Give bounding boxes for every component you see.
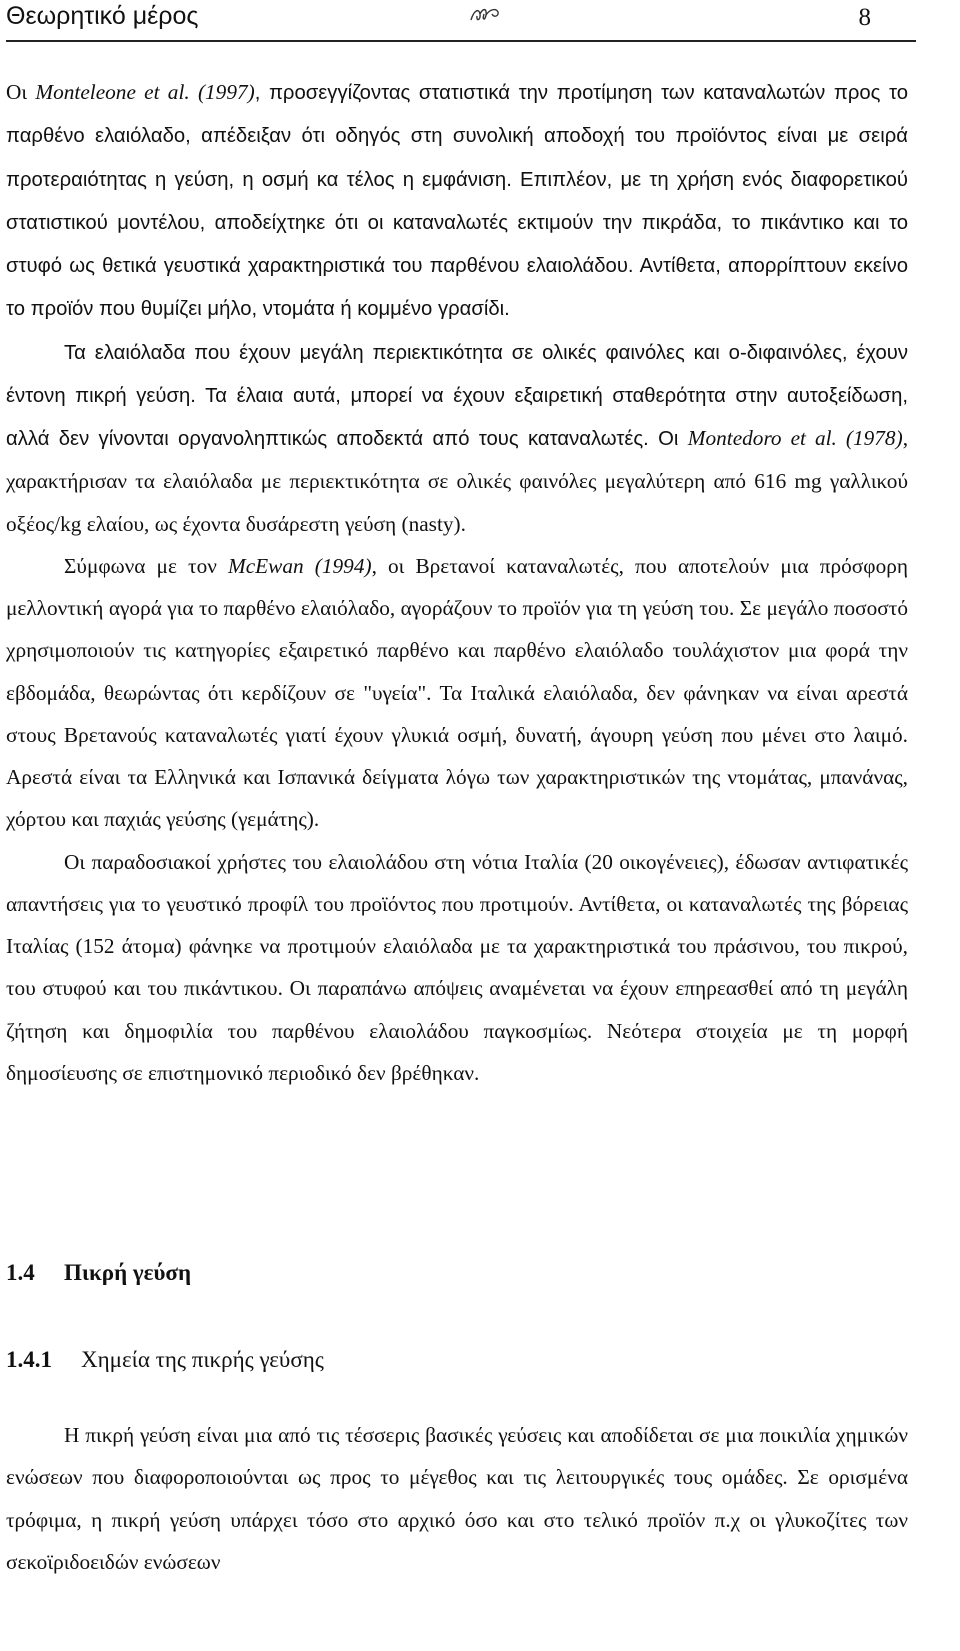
citation: Monteleone et al. (1997) [35,80,255,104]
paragraph: Η πικρή γεύση είναι μια από τις τέσσερις βασικές γεύσεις και αποδίδεται σε μια ποικιλία χημικών ενώσεων που διαφοροποιούνται ως προς το μέγεθος και τις λειτουργικές τους ομάδες. Σε ορισμένα τρόφιμα, η πικρή γεύση υπάρχει τόσο στο αρχικό όσο και στο τελικό προϊόν π.χ οι γλυκοζίτες των σεκοϊριδοειδών ενώσεων [6,1423,908,1574]
citation: Montedoro et al. (1978) [687,426,903,450]
section-title: Πικρή γεύση [64,1260,192,1285]
text-run: , προσεγγίζοντας στατιστικά την προτίμηση των καταναλωτών προς το παρθένο ελαιόλαδο, απέδειξαν ότι οδηγός στη συνολική αποδοχή του προϊόντος είναι με σειρά προτεραιότητας η γεύση, η οσμή κα τέλος η εμφάνιση. [6,82,908,191]
text-run: , οι Βρετανοί καταναλωτές, που αποτελούν μια πρόσφορη μελλοντική αγορά για το παρθένο ελαιόλαδο, αγοράζουν το προϊόν για τη γεύση του. Σε μεγάλο ποσοστό χρησιμοποιούν τις κατηγορίες εξαιρετικό παρθένο και παρθένο ελαιόλαδο τουλάχιστον μια φορά την εβδομάδα, θεωρώντας ότι κερδίζουν σε "υγεία". Τα Ιταλικά ελαιόλαδα, δεν φάνηκαν να είναι αρεστά στους Βρετανούς καταναλωτές γιατί έχουν γλυκιά οσμή, δυνατή, άγουρη γεύση που μένει στο λαιμό. Αρεστά είναι τα Ελληνικά και Ισπανικά δείγματα λόγω των χαρακτηριστικών της ντομάτας, μπανάνας, χόρτου και παχιάς γεύσης (γεμάτης). [6,553,908,832]
subsection-heading [6,1347,324,1373]
section-number: 1.4 [6,1260,35,1285]
page-number: 8 [858,4,871,31]
text-run: , χαρακτήρισαν τα ελαιόλαδα με περιεκτικότητα σε ολικές φαινόλες μεγαλύτερη από 616 mg γαλλικού οξέος/kg ελαίου, ως έχοντα δυσάρεστη γεύση (nasty). [6,426,909,536]
text-run: Οι παραδοσιακοί χρήστες του ελαιολάδου στη νότια Ιταλία (20 οικογένειες), έδωσαν αντιφατικές απαντήσεις για το γευστικό προφίλ του προϊόντος που προτιμούν. Αντίθετα, οι καταναλωτές της βόρειας Ιταλίας (152 άτομα) φάνηκε να προτιμούν ελαιόλαδα με τα χαρακτηριστικά του πράσινου, του πικρού, του στυφού και του πικάντικου. Οι παραπάνω απόψεις αναμένεται να έχουν επηρεασθεί από τη μεγάλη ζήτηση και δημοφιλία του παρθένου ελαιολάδου παγκοσμίως. Νεότερα στοιχεία με τη μορφή δημοσίευσης σε επιστημονικό περιοδικό δεν βρέθηκαν. [6,849,908,1085]
text-run: Οι [6,80,36,104]
paragraph [6,331,908,545]
ornament-icon [468,2,502,28]
page-header [6,0,916,42]
citation: McEwan (1994) [227,553,372,578]
text-run: Τα ελαιόλαδα που έχουν μεγάλη περιεκτικότητα σε ολικές φαινόλες και ο-διφαινόλες, έχουν έντονη πικρή γεύση. Τα έλαια αυτά, μπορεί να έχουν εξαιρετική σταθερότητα στην αυτοξείδωση, αλλά δεν γίνονται οργανοληπτικώς αποδεκτά από τους καταναλωτές. Οι [6,341,908,450]
body-text [6,71,908,1094]
header-title: Θεωρητικό μέρος [6,2,199,30]
paragraph [6,545,908,841]
text-run: Επιπλέον, με τη χρήση ενός διαφορετικού στατιστικού μοντέλου, αποδείχτηκε ότι οι καταναλωτές εκτιμούν την πικράδα, το πικάντικο και το στυφό ως θετικά γευστικά χαρακτηριστικά του παρθένου ελαιολάδου. Αντίθετα, απορρίπτουν εκείνο το προϊόν που θυμίζει μήλο, ντομάτα ή κομμένο γρασίδι. [6,168,908,321]
text-run: Σύμφωνα με τον [64,553,228,578]
section-heading [6,1260,191,1286]
subsection-title: Χημεία της πικρής γεύσης [81,1347,324,1372]
subsection-body [6,1414,908,1583]
subsection-number: 1.4.1 [6,1347,52,1372]
paragraph [6,841,908,1095]
paragraph [6,71,908,331]
